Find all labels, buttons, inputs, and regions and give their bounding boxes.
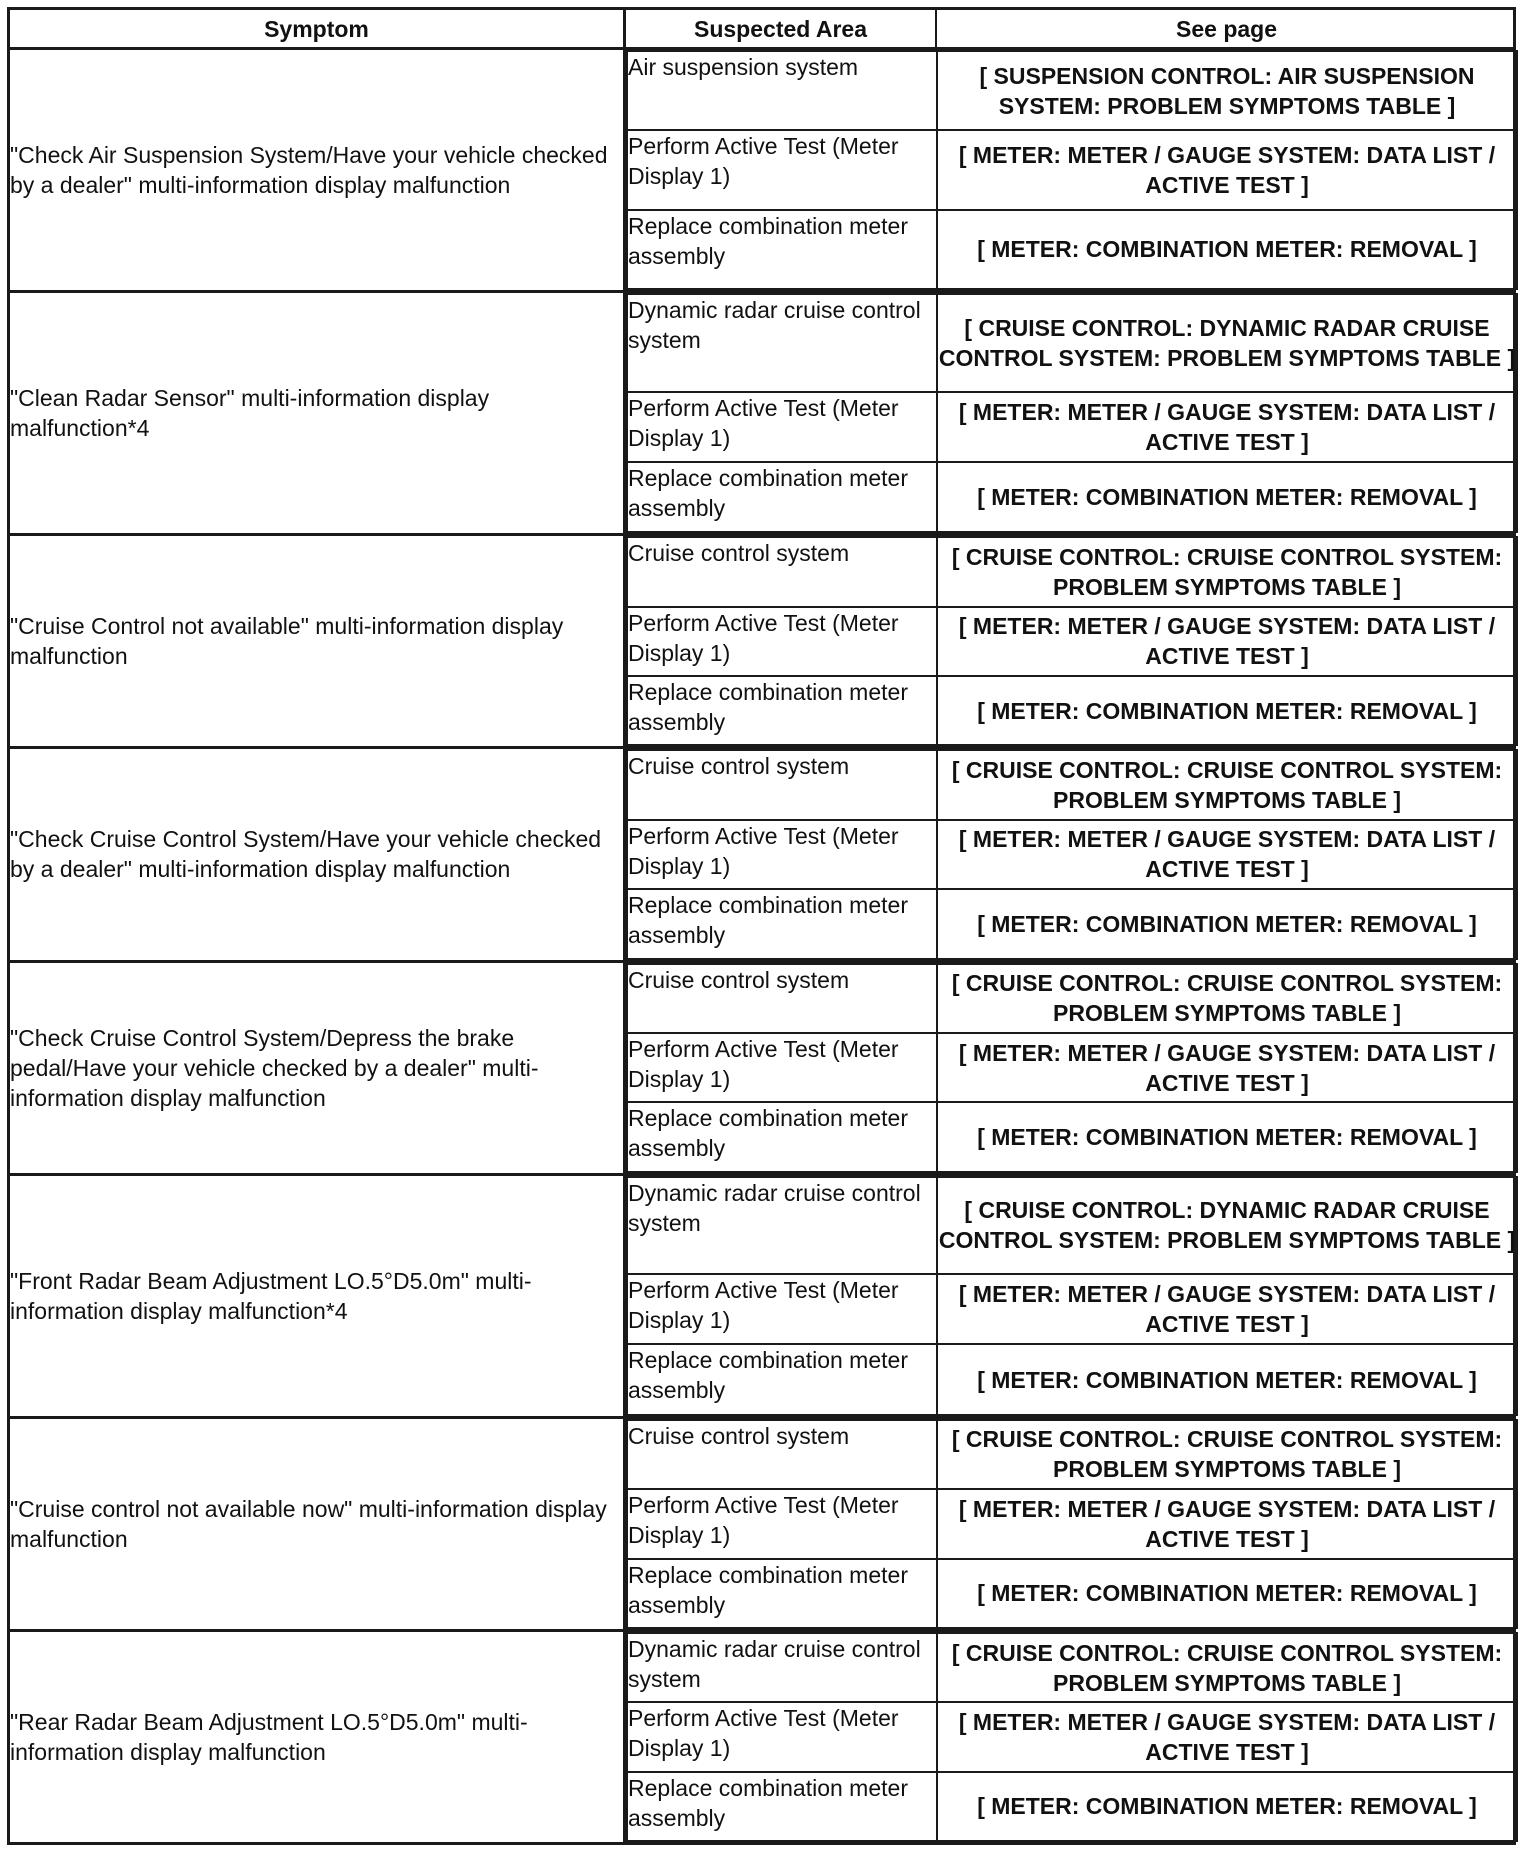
suspected-area-list — [626, 963, 1518, 1173]
table-header-row — [9, 9, 1515, 49]
suspected-area-cell: Cruise control system — [627, 750, 937, 819]
suspected-area-list — [626, 1419, 1518, 1629]
see-page-link[interactable]: [ METER: METER / GAUGE SYSTEM: DATA LIST / ACTIVE TEST ] — [937, 392, 1517, 462]
symptom-cell: "Clean Radar Sensor" multi-information display malfunction*4 — [9, 292, 625, 535]
suspected-area-group — [625, 748, 1515, 961]
suspected-area-group — [625, 961, 1515, 1174]
suspected-area-cell: Dynamic radar cruise control system — [627, 294, 937, 392]
see-page-link[interactable]: [ METER: COMBINATION METER: REMOVAL ] — [937, 462, 1517, 532]
suspected-area-cell: Dynamic radar cruise control system — [627, 1633, 937, 1702]
suspected-area-row — [627, 1177, 1517, 1275]
symptom-cell: "Rear Radar Beam Adjustment LO.5°D5.0m" multi-information display malfunction — [9, 1630, 625, 1843]
suspected-area-cell: Replace combination meter assembly — [627, 1102, 937, 1171]
suspected-area-cell: Replace combination meter assembly — [627, 210, 937, 289]
suspected-area-cell: Replace combination meter assembly — [627, 889, 937, 958]
suspected-area-cell: Replace combination meter assembly — [627, 1344, 937, 1414]
suspected-area-row — [627, 392, 1517, 462]
suspected-area-row — [627, 889, 1517, 958]
suspected-area-group — [625, 535, 1515, 748]
suspected-area-row — [627, 51, 1517, 130]
symptom-cell: "Check Air Suspension System/Have your vehicle checked by a dealer" multi-information display malfunction — [9, 49, 625, 292]
suspected-area-row — [627, 750, 1517, 819]
header-inner-table — [626, 10, 1516, 47]
suspected-area-cell: Cruise control system — [627, 1420, 937, 1489]
suspected-area-cell: Replace combination meter assembly — [627, 1559, 937, 1628]
table-row — [9, 1417, 1515, 1630]
symptom-cell: "Check Cruise Control System/Have your vehicle checked by a dealer" multi-information display malfunction — [9, 748, 625, 961]
suspected-area-cell: Replace combination meter assembly — [627, 462, 937, 532]
suspected-area-list — [626, 1632, 1518, 1842]
header-suspected-area-and-see-page — [625, 9, 1515, 49]
suspected-area-row — [627, 294, 1517, 392]
see-page-link[interactable]: [ METER: COMBINATION METER: REMOVAL ] — [937, 210, 1517, 289]
symptom-cell: "Check Cruise Control System/Depress the brake pedal/Have your vehicle checked by a dealer" multi-information display malfunction — [9, 961, 625, 1174]
header-see-page: See page — [936, 10, 1516, 47]
suspected-area-group — [625, 1417, 1515, 1630]
see-page-link[interactable]: [ CRUISE CONTROL: CRUISE CONTROL SYSTEM: PROBLEM SYMPTOMS TABLE ] — [937, 750, 1517, 819]
suspected-area-cell: Dynamic radar cruise control system — [627, 1177, 937, 1275]
see-page-link[interactable]: [ METER: COMBINATION METER: REMOVAL ] — [937, 1772, 1517, 1841]
suspected-area-cell: Perform Active Test (Meter Display 1) — [627, 1033, 937, 1102]
symptom-cell: "Cruise Control not available" multi-information display malfunction — [9, 535, 625, 748]
suspected-area-cell: Perform Active Test (Meter Display 1) — [627, 1702, 937, 1771]
header-symptom: Symptom — [9, 9, 625, 49]
see-page-link[interactable]: [ METER: COMBINATION METER: REMOVAL ] — [937, 1102, 1517, 1171]
symptom-cell: "Cruise control not available now" multi-information display malfunction — [9, 1417, 625, 1630]
suspected-area-group — [625, 1630, 1515, 1843]
suspected-area-row — [627, 210, 1517, 289]
suspected-area-row — [627, 676, 1517, 745]
suspected-area-list — [626, 1176, 1518, 1416]
table-row — [9, 1630, 1515, 1843]
see-page-link[interactable]: [ CRUISE CONTROL: DYNAMIC RADAR CRUISE CONTROL SYSTEM: PROBLEM SYMPTOMS TABLE ] — [937, 294, 1517, 392]
suspected-area-row — [627, 462, 1517, 532]
suspected-area-row — [627, 607, 1517, 676]
suspected-area-cell: Air suspension system — [627, 51, 937, 130]
suspected-area-cell: Perform Active Test (Meter Display 1) — [627, 607, 937, 676]
see-page-link[interactable]: [ METER: METER / GAUGE SYSTEM: DATA LIST / ACTIVE TEST ] — [937, 1033, 1517, 1102]
see-page-link[interactable]: [ METER: COMBINATION METER: REMOVAL ] — [937, 676, 1517, 745]
suspected-area-row — [627, 820, 1517, 889]
see-page-link[interactable]: [ METER: METER / GAUGE SYSTEM: DATA LIST / ACTIVE TEST ] — [937, 820, 1517, 889]
suspected-area-list — [626, 749, 1518, 959]
table-row — [9, 49, 1515, 292]
suspected-area-group — [625, 49, 1515, 292]
table-row — [9, 292, 1515, 535]
suspected-area-cell: Cruise control system — [627, 964, 937, 1033]
suspected-area-cell: Cruise control system — [627, 537, 937, 606]
see-page-link[interactable]: [ CRUISE CONTROL: CRUISE CONTROL SYSTEM: PROBLEM SYMPTOMS TABLE ] — [937, 1633, 1517, 1702]
suspected-area-row — [627, 1772, 1517, 1841]
see-page-link[interactable]: [ METER: METER / GAUGE SYSTEM: DATA LIST / ACTIVE TEST ] — [937, 1489, 1517, 1558]
see-page-link[interactable]: [ METER: COMBINATION METER: REMOVAL ] — [937, 889, 1517, 958]
see-page-link[interactable]: [ METER: COMBINATION METER: REMOVAL ] — [937, 1559, 1517, 1628]
suspected-area-row — [627, 1274, 1517, 1344]
suspected-area-row — [627, 1633, 1517, 1702]
suspected-area-row — [627, 1559, 1517, 1628]
suspected-area-row — [627, 1102, 1517, 1171]
suspected-area-cell: Perform Active Test (Meter Display 1) — [627, 130, 937, 209]
suspected-area-list — [626, 293, 1518, 533]
suspected-area-cell: Replace combination meter assembly — [627, 1772, 937, 1841]
suspected-area-row — [627, 1420, 1517, 1489]
see-page-link[interactable]: [ METER: COMBINATION METER: REMOVAL ] — [937, 1344, 1517, 1414]
suspected-area-row — [627, 1489, 1517, 1558]
table-row — [9, 535, 1515, 748]
see-page-link[interactable]: [ METER: METER / GAUGE SYSTEM: DATA LIST / ACTIVE TEST ] — [937, 607, 1517, 676]
suspected-area-list — [626, 536, 1518, 746]
suspected-area-cell: Perform Active Test (Meter Display 1) — [627, 392, 937, 462]
see-page-link[interactable]: [ CRUISE CONTROL: DYNAMIC RADAR CRUISE CONTROL SYSTEM: PROBLEM SYMPTOMS TABLE ] — [937, 1177, 1517, 1275]
suspected-area-group — [625, 1174, 1515, 1417]
see-page-link[interactable]: [ METER: METER / GAUGE SYSTEM: DATA LIST / ACTIVE TEST ] — [937, 130, 1517, 209]
suspected-area-list — [626, 50, 1518, 290]
symptom-cell: "Front Radar Beam Adjustment LO.5°D5.0m" multi-information display malfunction*4 — [9, 1174, 625, 1417]
problem-symptoms-table — [7, 7, 1516, 1845]
header-suspected-area: Suspected Area — [626, 10, 936, 47]
suspected-area-cell: Replace combination meter assembly — [627, 676, 937, 745]
see-page-link[interactable]: [ CRUISE CONTROL: CRUISE CONTROL SYSTEM: PROBLEM SYMPTOMS TABLE ] — [937, 537, 1517, 606]
suspected-area-row — [627, 1033, 1517, 1102]
see-page-link[interactable]: [ CRUISE CONTROL: CRUISE CONTROL SYSTEM: PROBLEM SYMPTOMS TABLE ] — [937, 964, 1517, 1033]
table-row — [9, 1174, 1515, 1417]
suspected-area-cell: Perform Active Test (Meter Display 1) — [627, 1489, 937, 1558]
suspected-area-group — [625, 292, 1515, 535]
see-page-link[interactable]: [ CRUISE CONTROL: CRUISE CONTROL SYSTEM: PROBLEM SYMPTOMS TABLE ] — [937, 1420, 1517, 1489]
suspected-area-row — [627, 1702, 1517, 1771]
table-body — [9, 49, 1515, 1844]
table-row — [9, 748, 1515, 961]
table-row — [9, 961, 1515, 1174]
see-page-link[interactable]: [ METER: METER / GAUGE SYSTEM: DATA LIST / ACTIVE TEST ] — [937, 1702, 1517, 1771]
suspected-area-cell: Perform Active Test (Meter Display 1) — [627, 820, 937, 889]
suspected-area-row — [627, 964, 1517, 1033]
suspected-area-row — [627, 537, 1517, 606]
suspected-area-row — [627, 1344, 1517, 1414]
see-page-link[interactable]: [ SUSPENSION CONTROL: AIR SUSPENSION SYSTEM: PROBLEM SYMPTOMS TABLE ] — [937, 51, 1517, 130]
suspected-area-cell: Perform Active Test (Meter Display 1) — [627, 1274, 937, 1344]
see-page-link[interactable]: [ METER: METER / GAUGE SYSTEM: DATA LIST / ACTIVE TEST ] — [937, 1274, 1517, 1344]
suspected-area-row — [627, 130, 1517, 209]
